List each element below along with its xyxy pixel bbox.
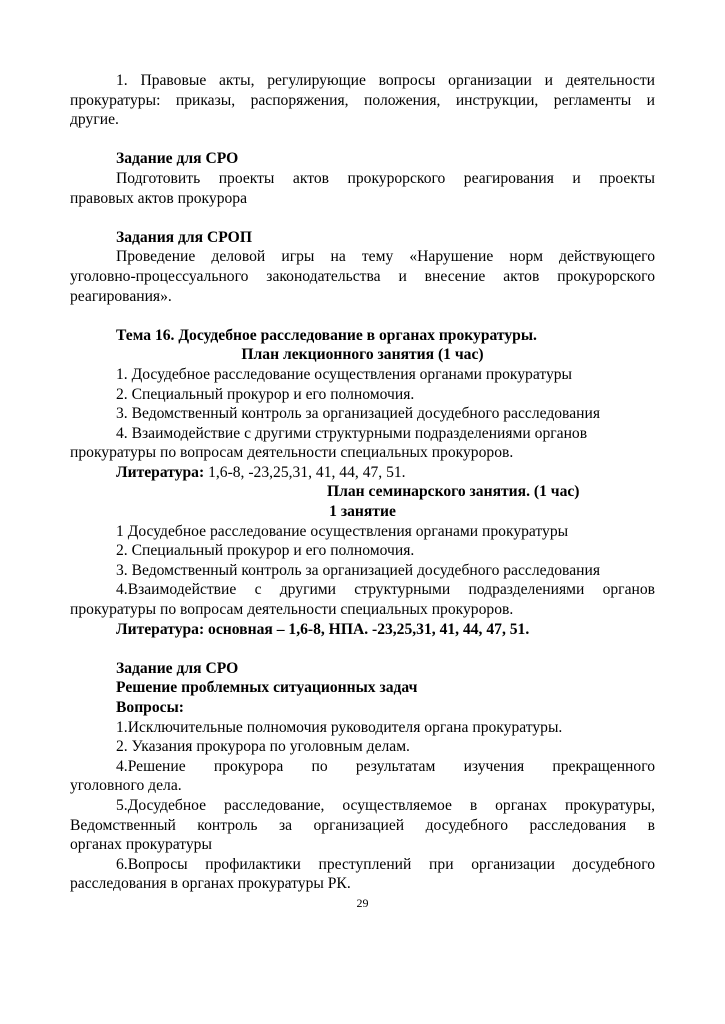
text-line: Подготовить проекты актов прокурорского реагирования и проекты — [116, 169, 655, 187]
text-line — [70, 463, 655, 483]
text-line: уголовного дела. — [70, 777, 182, 795]
centered-heading: 1 занятие — [329, 503, 396, 521]
text-line: 4.Взаимодействие с другими структурными подразделениями органов — [116, 581, 655, 599]
text-line: расследования в органах прокуратуры РК. — [70, 875, 351, 893]
text-line: 2. Специальный прокурор и его полномочия. — [116, 385, 415, 403]
text-line: 1 Досудебное расследование осуществления органами прокуратуры — [116, 522, 569, 540]
text-line: 1. Досудебное расследование осуществления органами прокуратуры — [116, 365, 573, 383]
text-line: реагирования». — [70, 287, 172, 305]
text-line: 1. Правовые акты, регулирующие вопросы организации и деятельности — [116, 72, 655, 89]
text-line: Проведение деловой игры на тему «Нарушение норм действующего — [116, 248, 655, 266]
paragraph-gap — [70, 208, 655, 228]
text-line: Задание для СРО — [116, 150, 239, 168]
text-line: 6.Вопросы профилактики преступлений при организации досудебного — [116, 855, 655, 873]
text-line: 3. Ведомственный контроль за организацией досудебного расследования — [116, 561, 600, 579]
text-line: Решение проблемных ситуационных задач — [116, 679, 418, 697]
text-line: 5.Досудебное расследование, осуществляемое в органах прокуратуры, — [116, 796, 655, 814]
paragraph-gap — [70, 639, 655, 659]
centered-heading: План семинарского занятия. (1 час) — [327, 483, 580, 501]
text-line: 4. Взаимодействие с другими структурными подразделениями органов — [116, 424, 588, 442]
text-line: другие. — [70, 111, 119, 129]
text-line: Ведомственный контроль за организацией досудебного расследования в — [70, 816, 655, 834]
literature-label: Литература: — [116, 463, 205, 481]
text-line: уголовно-процессуального законодательства и внесение актов прокурорского — [70, 267, 655, 285]
text-line: прокуратуры по вопросам деятельности специальных прокуроров. — [70, 601, 514, 619]
text-line: 4.Решение прокурора по результатам изучения прекращенного — [116, 757, 655, 775]
page-body — [70, 71, 655, 894]
literature-refs: 1,6-8, -23,25,31, 41, 44, 47, 51. — [204, 463, 406, 481]
paragraph-gap — [70, 306, 655, 326]
page-number: 29 — [356, 896, 369, 910]
text-line: прокуратуры: приказы, распоряжения, положения, инструкции, регламенты и — [70, 91, 655, 109]
centered-heading: План лекционного занятия (1 час) — [241, 346, 484, 364]
text-line: Задание для СРО — [116, 659, 239, 677]
paragraph-gap — [70, 130, 655, 150]
text-line: 3. Ведомственный контроль за организацией досудебного расследования — [116, 405, 600, 423]
text-line: Тема 16. Досудебное расследование в органах прокуратуры. — [116, 326, 537, 344]
text-line: Литература: основная – 1,6-8, НПА. -23,25,31, 41, 44, 47, 51. — [116, 620, 530, 638]
text-line: Задания для СРОП — [116, 228, 252, 246]
text-line: прокуратуры по вопросам деятельности специальных прокуроров. — [70, 444, 514, 462]
text-line: органах прокуратуры — [70, 836, 212, 854]
text-line: Вопросы: — [116, 699, 184, 716]
text-line: 1.Исключительные полномочия руководителя органа прокуратуры. — [116, 718, 563, 736]
text-line: 2. Специальный прокурор и его полномочия. — [116, 542, 415, 560]
text-line: 2. Указания прокурора по уголовным делам. — [116, 738, 410, 756]
text-line: правовых актов прокурора — [70, 189, 248, 207]
